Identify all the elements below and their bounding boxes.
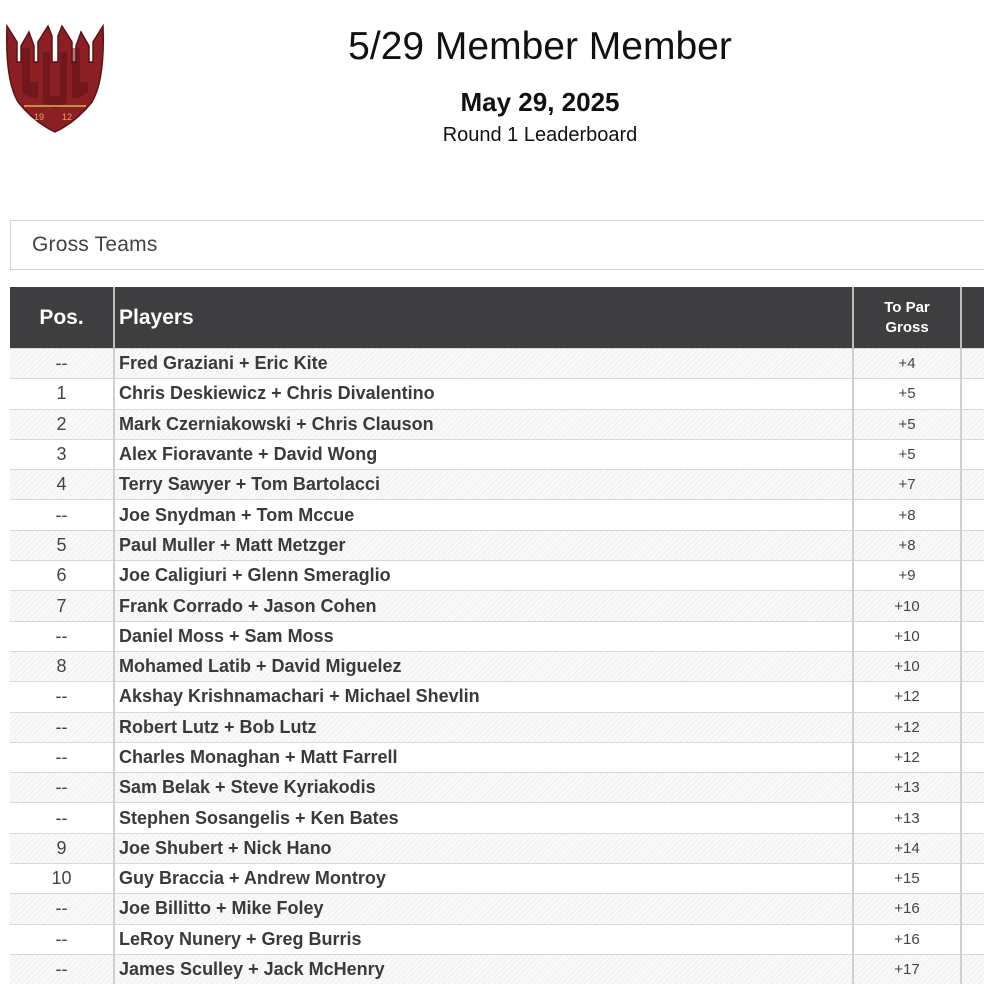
row-players[interactable]: Fred Graziani + Eric Kite (114, 349, 853, 379)
round-label: Round 1 Leaderboard (442, 124, 638, 146)
table-row[interactable] (10, 954, 984, 984)
row-extra-cell (961, 773, 984, 803)
row-players[interactable]: Alex Fioravante + David Wong (114, 439, 853, 469)
table-header-row (10, 287, 984, 349)
table-row[interactable] (10, 500, 984, 530)
table-row[interactable] (10, 682, 984, 712)
row-to-par-gross: +5 (853, 439, 961, 469)
row-position: -- (10, 621, 114, 651)
row-to-par-gross: +16 (853, 894, 961, 924)
row-to-par-gross: +4 (853, 349, 961, 379)
row-players[interactable]: Joe Caligiuri + Glenn Smeraglio (114, 561, 853, 591)
row-to-par-gross: +7 (853, 470, 961, 500)
event-header (190, 24, 890, 147)
row-extra-cell (961, 712, 984, 742)
row-to-par-gross: +17 (853, 954, 961, 984)
row-to-par-gross: +13 (853, 803, 961, 833)
row-to-par-gross: +8 (853, 530, 961, 560)
table-row[interactable] (10, 439, 984, 469)
row-to-par-gross: +12 (853, 682, 961, 712)
table-row[interactable] (10, 591, 984, 621)
row-position: 8 (10, 651, 114, 681)
row-position: -- (10, 742, 114, 772)
row-position: -- (10, 773, 114, 803)
row-extra-cell (961, 803, 984, 833)
to-par-label-line2: Gross (885, 318, 929, 336)
table-row[interactable] (10, 894, 984, 924)
row-extra-cell (961, 530, 984, 560)
table-row[interactable] (10, 409, 984, 439)
table-row[interactable] (10, 742, 984, 772)
row-extra-cell (961, 864, 984, 894)
row-position: 9 (10, 833, 114, 863)
row-players[interactable]: James Sculley + Jack McHenry (114, 954, 853, 984)
table-row[interactable] (10, 379, 984, 409)
row-extra-cell (961, 439, 984, 469)
table-row[interactable] (10, 621, 984, 651)
row-to-par-gross: +5 (853, 409, 961, 439)
table-row[interactable] (10, 651, 984, 681)
row-players[interactable]: Sam Belak + Steve Kyriakodis (114, 773, 853, 803)
row-position: -- (10, 712, 114, 742)
table-row[interactable] (10, 561, 984, 591)
table-row[interactable] (10, 803, 984, 833)
row-players[interactable]: Robert Lutz + Bob Lutz (114, 712, 853, 742)
row-players[interactable]: Joe Shubert + Nick Hano (114, 833, 853, 863)
row-extra-cell (961, 742, 984, 772)
row-to-par-gross: +8 (853, 500, 961, 530)
row-to-par-gross: +15 (853, 864, 961, 894)
row-to-par-gross: +13 (853, 773, 961, 803)
row-players[interactable]: Terry Sawyer + Tom Bartolacci (114, 470, 853, 500)
row-position: -- (10, 682, 114, 712)
table-row[interactable] (10, 924, 984, 954)
row-to-par-gross: +14 (853, 833, 961, 863)
column-header-extra (961, 287, 984, 349)
row-position: 1 (10, 379, 114, 409)
crest-year-left: 19 (34, 112, 45, 122)
column-header-pos[interactable]: Pos. (10, 287, 114, 349)
table-row[interactable] (10, 833, 984, 863)
table-row[interactable] (10, 470, 984, 500)
row-position: -- (10, 894, 114, 924)
row-extra-cell (961, 924, 984, 954)
row-position: 6 (10, 561, 114, 591)
row-extra-cell (961, 954, 984, 984)
row-extra-cell (961, 833, 984, 863)
row-extra-cell (961, 682, 984, 712)
row-to-par-gross: +5 (853, 379, 961, 409)
table-row[interactable] (10, 530, 984, 560)
row-position: 3 (10, 439, 114, 469)
row-to-par-gross: +10 (853, 591, 961, 621)
row-position: -- (10, 349, 114, 379)
section-header-gross-teams[interactable] (10, 220, 984, 270)
column-header-players[interactable]: Players (114, 287, 853, 349)
row-extra-cell (961, 470, 984, 500)
row-to-par-gross: +16 (853, 924, 961, 954)
row-players[interactable]: Akshay Krishnamachari + Michael Shevlin (114, 682, 853, 712)
crest-year-right: 12 (62, 112, 73, 122)
table-row[interactable] (10, 712, 984, 742)
row-to-par-gross: +10 (853, 651, 961, 681)
row-position: 4 (10, 470, 114, 500)
table-row[interactable] (10, 864, 984, 894)
leaderboard-table (10, 287, 984, 984)
row-position: -- (10, 954, 114, 984)
row-players[interactable]: Joe Snydman + Tom Mccue (114, 500, 853, 530)
row-position: 2 (10, 409, 114, 439)
row-position: 10 (10, 864, 114, 894)
row-to-par-gross: +10 (853, 621, 961, 651)
row-players[interactable]: Chris Deskiewicz + Chris Divalentino (114, 379, 853, 409)
row-to-par-gross: +9 (853, 561, 961, 591)
row-players[interactable]: Mohamed Latib + David Miguelez (114, 651, 853, 681)
row-players[interactable]: Daniel Moss + Sam Moss (114, 621, 853, 651)
row-players[interactable]: Guy Braccia + Andrew Montroy (114, 864, 853, 894)
crest-shield-icon (7, 26, 104, 132)
club-crest-logo (4, 22, 106, 134)
row-to-par-gross: +12 (853, 712, 961, 742)
row-players[interactable]: Mark Czerniakowski + Chris Clauson (114, 409, 853, 439)
row-players[interactable]: Frank Corrado + Jason Cohen (114, 591, 853, 621)
row-extra-cell (961, 621, 984, 651)
row-extra-cell (961, 894, 984, 924)
row-extra-cell (961, 561, 984, 591)
row-players[interactable]: Stephen Sosangelis + Ken Bates (114, 803, 853, 833)
row-position: 5 (10, 530, 114, 560)
row-extra-cell (961, 379, 984, 409)
row-players[interactable]: Joe Billitto + Mike Foley (114, 894, 853, 924)
row-position: -- (10, 924, 114, 954)
row-extra-cell (961, 591, 984, 621)
row-position: 7 (10, 591, 114, 621)
row-players[interactable]: Charles Monaghan + Matt Farrell (114, 742, 853, 772)
to-par-label-line1: To Par (884, 298, 930, 316)
event-date: May 29, 2025 (460, 87, 620, 117)
row-players[interactable]: LeRoy Nunery + Greg Burris (114, 924, 853, 954)
row-extra-cell (961, 409, 984, 439)
row-extra-cell (961, 500, 984, 530)
row-to-par-gross: +12 (853, 742, 961, 772)
row-players[interactable]: Paul Muller + Matt Metzger (114, 530, 853, 560)
table-row[interactable] (10, 773, 984, 803)
row-extra-cell (961, 349, 984, 379)
row-extra-cell (961, 651, 984, 681)
column-header-to-par-gross[interactable] (853, 287, 961, 349)
table-row[interactable] (10, 349, 984, 379)
row-position: -- (10, 803, 114, 833)
section-title: Gross Teams (32, 233, 158, 256)
row-position: -- (10, 500, 114, 530)
event-title: 5/29 Member Member (348, 25, 732, 68)
